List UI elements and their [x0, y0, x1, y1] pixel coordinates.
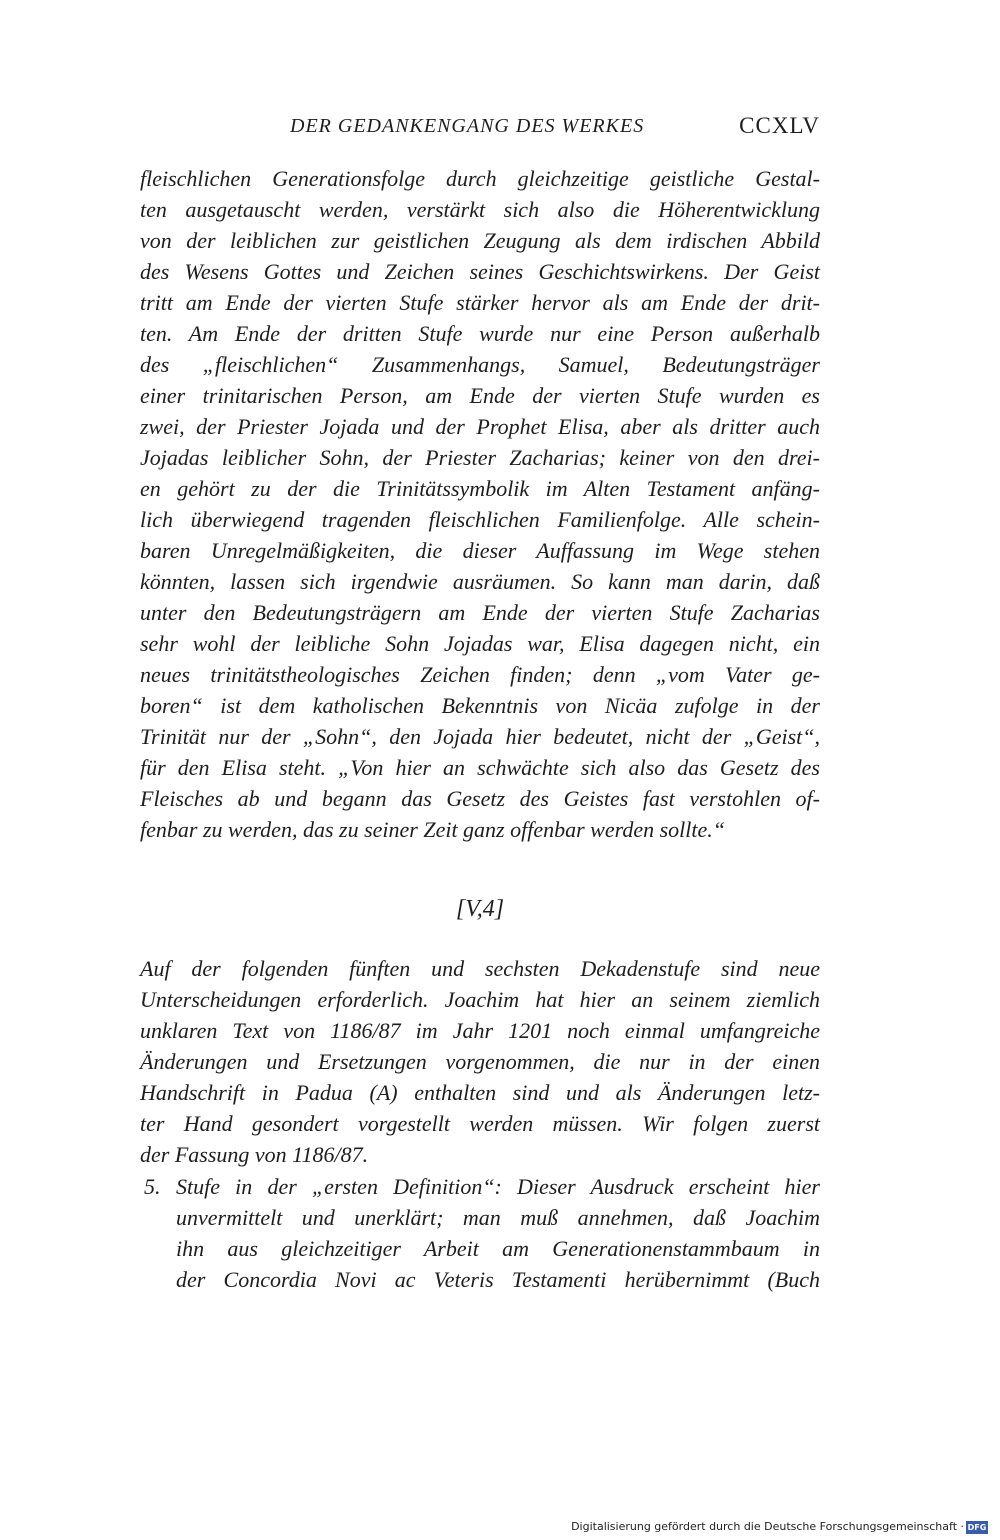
- text-line: Jojadas leiblicher Sohn, der Priester Zacharias; keiner von den drei-: [140, 445, 820, 470]
- text-line: unvermittelt und unerklärt; man muß annehmen, daß Joachim: [176, 1205, 820, 1230]
- text-line: von der leiblichen zur geistlichen Zeugung als dem irdischen Abbild: [140, 228, 820, 253]
- text-line: Unterscheidungen erforderlich. Joachim hat hier an seinem ziemlich: [140, 987, 820, 1012]
- text-line: des „fleischlichen“ Zusammenhangs, Samuel, Bedeutungsträger: [140, 352, 820, 377]
- text-line: könnten, lassen sich irgendwie ausräumen. So kann man darin, daß: [140, 569, 820, 594]
- text-line: zwei, der Priester Jojada und der Prophet Elisa, aber als dritter auch: [140, 414, 820, 439]
- page-number: CCXLV: [739, 113, 820, 138]
- paragraph-1: [140, 163, 820, 845]
- text-line: unklaren Text von 1186/87 im Jahr 1201 noch einmal umfangreiche: [140, 1018, 820, 1043]
- text-line: Auf der folgenden fünften und sechsten Dekadenstufe sind neue: [140, 956, 820, 981]
- text-line: einer trinitarischen Person, am Ende der vierten Stufe wurden es: [140, 383, 820, 408]
- text-line: lich überwiegend tragenden fleischlichen Familienfolge. Alle schein-: [140, 507, 820, 532]
- text-line: ter Hand gesondert vorgestellt werden müssen. Wir folgen zuerst: [140, 1111, 820, 1136]
- text-line: Handschrift in Padua (A) enthalten sind und als Änderungen letz-: [140, 1080, 820, 1105]
- text-line: baren Unregelmäßigkeiten, die dieser Auffassung im Wege stehen: [140, 538, 820, 563]
- text-line: ten. Am Ende der dritten Stufe wurde nur eine Person außerhalb: [140, 321, 820, 346]
- running-head: [140, 113, 820, 145]
- running-title: DER GEDANKENGANG DES WERKES: [290, 115, 645, 137]
- dfg-logo: DFG: [967, 1523, 987, 1532]
- text-line: ihn aus gleichzeitiger Arbeit am Generationenstammbaum in: [176, 1236, 820, 1261]
- text-line: tritt am Ende der vierten Stufe stärker hervor als am Ende der drit-: [140, 290, 820, 315]
- text-line: ten ausgetauscht werden, verstärkt sich also die Höherentwicklung: [140, 197, 820, 222]
- text-line: sehr wohl der leibliche Sohn Jojadas war, Elisa dagegen nicht, ein: [140, 631, 820, 656]
- section-heading: [V,4]: [455, 896, 505, 922]
- text-line: unter den Bedeutungsträgern am Ende der vierten Stufe Zacharias: [140, 600, 820, 625]
- digitization-credit: Digitalisierung gefördert durch die Deutsche Forschungsgemeinschaft ·: [571, 1520, 964, 1533]
- list-item-body: [176, 1171, 820, 1295]
- text-line: des Wesens Gottes und Zeichen seines Geschichtswirkens. Der Geist: [140, 259, 820, 284]
- text-line: Änderungen und Ersetzungen vorgenommen, die nur in der einen: [140, 1049, 820, 1074]
- text-line: fenbar zu werden, das zu seiner Zeit ganz offenbar werden sollte.“: [140, 817, 726, 842]
- list-number: 5.: [144, 1174, 161, 1199]
- text-line: Stufe in der „ersten Definition“: Dieser Ausdruck erscheint hier: [176, 1174, 820, 1199]
- text-line: boren“ ist dem katholischen Bekenntnis von Nicäa zufolge in der: [140, 693, 820, 718]
- text-line: für den Elisa steht. „Von hier an schwächte sich also das Gesetz des: [140, 755, 820, 780]
- text-line: der Concordia Novi ac Veteris Testamenti herübernimmt (Buch: [176, 1267, 820, 1292]
- text-line: fleischlichen Generationsfolge durch gleichzeitige geistliche Gestal-: [140, 166, 820, 191]
- text-line: der Fassung von 1186/87.: [140, 1142, 369, 1167]
- text-line: Trinität nur der „Sohn“, den Jojada hier bedeutet, nicht der „Geist“,: [140, 724, 820, 749]
- text-line: en gehört zu der die Trinitätssymbolik im Alten Testament anfäng-: [140, 476, 820, 501]
- text-line: neues trinitätstheologisches Zeichen finden; denn „vom Vater ge-: [140, 662, 820, 687]
- paragraph-2: [140, 953, 820, 1170]
- text-line: Fleisches ab und begann das Gesetz des Geistes fast verstohlen of-: [140, 786, 820, 811]
